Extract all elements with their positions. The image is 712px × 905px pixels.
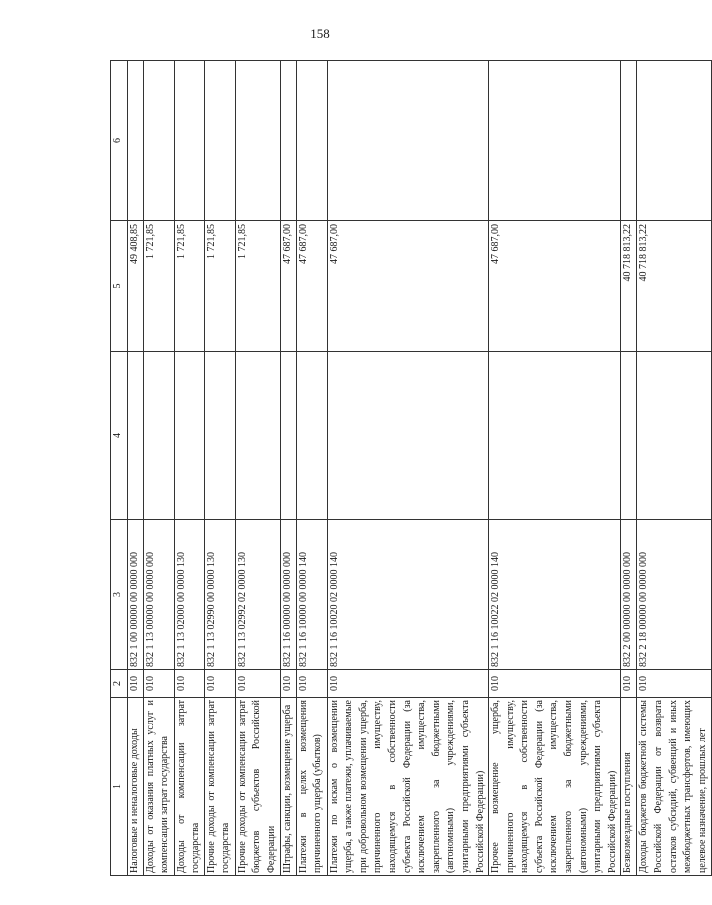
row-amount: 1 721,85 [204, 221, 235, 352]
row-col6 [128, 61, 144, 221]
row-line-code: 010 [128, 670, 144, 698]
row-amount: 47 687,00 [296, 221, 327, 352]
row-col4 [621, 352, 637, 520]
row-line-code: 010 [621, 670, 637, 698]
row-budget-code: 832 1 16 10020 02 0000 140 [327, 520, 489, 670]
row-col4 [489, 352, 621, 520]
row-col6 [296, 61, 327, 221]
row-name: Платежи в целях возмещения причиненного ущерба (убытков) [296, 698, 327, 876]
row-col6 [143, 61, 174, 221]
table-row [637, 61, 712, 876]
row-line-code: 010 [235, 670, 280, 698]
row-budget-code: 832 2 18 00000 00 0000 000 [637, 520, 712, 670]
row-line-code: 010 [143, 670, 174, 698]
row-name: Налоговые и неналоговые доходы [128, 698, 144, 876]
table-row [280, 61, 296, 876]
table-row [621, 61, 637, 876]
row-line-code: 010 [174, 670, 204, 698]
row-name: Прочее возмещение ущерба, причиненного имуществу, находящемуся в собственности субъекта Российской Федерации (за исключением имущества, закрепленного за бюджетными (автономными) учреждениями, унитарными предприятиями субъекта Российской Федерации) [489, 698, 621, 876]
header-cell: 1 [111, 698, 128, 876]
row-col4 [280, 352, 296, 520]
header-cell: 5 [111, 221, 128, 352]
row-budget-code: 832 1 16 00000 00 0000 000 [280, 520, 296, 670]
row-name: Прочие доходы от компенсации затрат бюджетов субъектов Российской Федерации [235, 698, 280, 876]
row-name: Штрафы, санкции, возмещение ущерба [280, 698, 296, 876]
row-name: Доходы от компенсации затрат государства [174, 698, 204, 876]
row-amount: 47 687,00 [327, 221, 489, 352]
table-row [128, 61, 144, 876]
row-amount: 1 721,85 [143, 221, 174, 352]
table-row [489, 61, 621, 876]
row-col4 [143, 352, 174, 520]
row-col6 [621, 61, 637, 221]
row-line-code: 010 [296, 670, 327, 698]
table-row [235, 61, 280, 876]
row-col6 [280, 61, 296, 221]
row-line-code: 010 [280, 670, 296, 698]
row-budget-code: 832 1 13 02990 00 0000 130 [204, 520, 235, 670]
row-line-code: 010 [637, 670, 712, 698]
row-col4 [204, 352, 235, 520]
row-col6 [174, 61, 204, 221]
row-amount: 47 687,00 [489, 221, 621, 352]
row-amount: 40 718 813,22 [621, 221, 637, 352]
table-row [327, 61, 489, 876]
row-budget-code: 832 1 13 00000 00 0000 000 [143, 520, 174, 670]
row-budget-code: 832 1 16 10000 00 0000 140 [296, 520, 327, 670]
row-name: Платежи по искам о возмещении ущерба, а также платежи, уплачиваемые при добровольном возмещении ущерба, причиненного имуществу, находящемуся в собственности субъекта Российской Федерации (за исключением имущества, закрепленного за бюджетными (автономными) учреждениями, унитарными предприятиями субъекта Российской Федерации) [327, 698, 489, 876]
row-col6 [235, 61, 280, 221]
row-line-code: 010 [204, 670, 235, 698]
row-col6 [327, 61, 489, 221]
row-budget-code: 832 1 00 00000 00 0000 000 [128, 520, 144, 670]
rotated-table-container [110, 61, 708, 876]
row-name: Безвозмездные поступления [621, 698, 637, 876]
page-number: 158 [310, 26, 330, 41]
row-col6 [489, 61, 621, 221]
revenue-table [110, 60, 712, 876]
header-cell: 2 [111, 670, 128, 698]
table-row [204, 61, 235, 876]
row-budget-code: 832 2 00 00000 00 0000 000 [621, 520, 637, 670]
row-amount: 47 687,00 [280, 221, 296, 352]
row-name: Доходы от оказания платных услуг и компенсации затрат государства [143, 698, 174, 876]
header-cell: 4 [111, 352, 128, 520]
table-row [143, 61, 174, 876]
row-amount: 1 721,85 [174, 221, 204, 352]
row-col4 [235, 352, 280, 520]
row-amount: 1 721,85 [235, 221, 280, 352]
row-budget-code: 832 1 13 02000 00 0000 130 [174, 520, 204, 670]
row-budget-code: 832 1 16 10022 02 0000 140 [489, 520, 621, 670]
header-cell: 6 [111, 61, 128, 221]
header-cell: 3 [111, 520, 128, 670]
row-col6 [204, 61, 235, 221]
row-col4 [637, 352, 712, 520]
row-col4 [327, 352, 489, 520]
table-row [296, 61, 327, 876]
row-budget-code: 832 1 13 02992 02 0000 130 [235, 520, 280, 670]
table-row [174, 61, 204, 876]
row-col4 [128, 352, 144, 520]
row-col4 [174, 352, 204, 520]
row-name: Доходы бюджетов бюджетной системы Российской Федерации от возврата остатков субсидий, субвенций и иных межбюджетных трансфертов, имеющих целевое назначение, прошлых лет [637, 698, 712, 876]
row-amount: 49 408,85 [128, 221, 144, 352]
row-line-code: 010 [489, 670, 621, 698]
table-header-row [111, 61, 128, 876]
row-col4 [296, 352, 327, 520]
row-name: Прочие доходы от компенсации затрат государства [204, 698, 235, 876]
row-amount: 40 718 813,22 [637, 221, 712, 352]
row-line-code: 010 [327, 670, 489, 698]
row-col6 [637, 61, 712, 221]
